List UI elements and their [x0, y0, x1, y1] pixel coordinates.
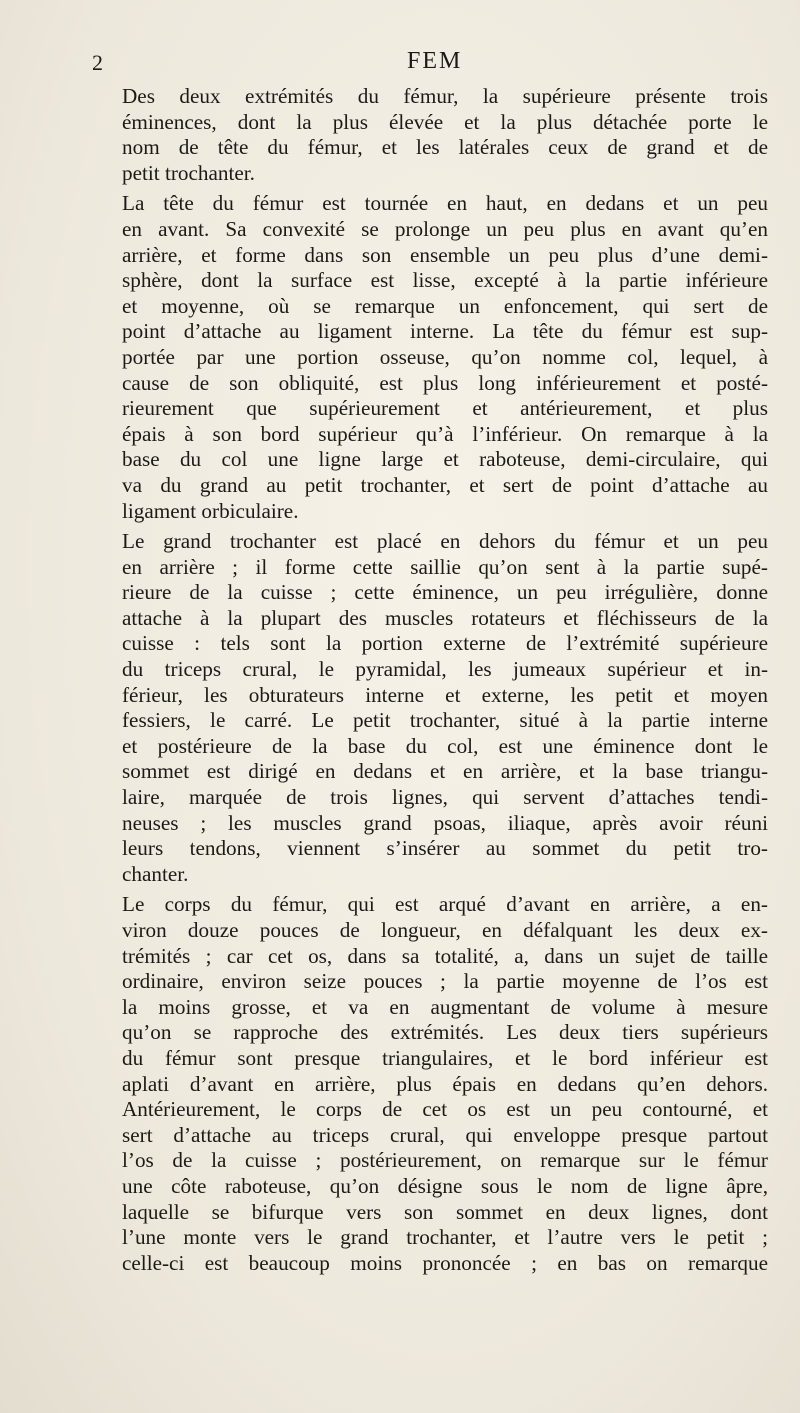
- text-line: fessiers, le carré. Le petit trochanter, situé à la partie interne: [122, 708, 768, 733]
- text-line: l’une monte vers le grand trochanter, et l’autre vers le petit ;: [122, 1225, 768, 1250]
- text-line: une côte raboteuse, qu’on désigne sous le nom de ligne âpre,: [122, 1173, 768, 1198]
- text-line: sommet est dirigé en dedans et en arrière, et la base triangu-: [122, 759, 768, 784]
- text-line: et moyenne, où se remarque un enfoncement, qui sert de: [122, 293, 768, 318]
- page-number: 2: [92, 50, 103, 75]
- text-line: épais à son bord supérieur qu’à l’inférieur. On remarque à la: [122, 421, 768, 446]
- paragraph-1: [122, 84, 768, 186]
- running-head: FEM: [407, 48, 463, 74]
- paragraph-4: [122, 892, 768, 1276]
- text-line: trémités ; car cet os, dans sa totalité, a, dans un sujet de taille: [122, 943, 768, 968]
- text-line: Le corps du fémur, qui est arqué d’avant en arrière, a en-: [122, 892, 768, 917]
- text-line: base du col une ligne large et raboteuse, demi-circulaire, qui: [122, 447, 768, 472]
- text-line: sphère, dont la surface est lisse, excepté à la partie inférieure: [122, 268, 768, 293]
- text-line: rieurement que supérieurement et antérieurement, et plus: [122, 396, 768, 421]
- text-line: Le grand trochanter est placé en dehors du fémur et un peu: [122, 529, 768, 554]
- text-line: chanter.: [122, 861, 189, 886]
- text-line: férieur, les obturateurs interne et externe, les petit et moyen: [122, 682, 768, 707]
- text-line: en arrière ; il forme cette saillie qu’on sent à la partie supé-: [122, 554, 768, 579]
- text-line: nom de tête du fémur, et les latérales ceux de grand et de: [122, 135, 768, 160]
- text-line: qu’on se rapproche des extrémités. Les deux tiers supérieurs: [122, 1020, 768, 1045]
- text-line: éminences, dont la plus élevée et la plus détachée porte le: [122, 109, 768, 134]
- text-line: l’os de la cuisse ; postérieurement, on remarque sur le fémur: [122, 1148, 768, 1173]
- text-line: en avant. Sa convexité se prolonge un peu plus en avant qu’en: [122, 216, 768, 241]
- text-line: attache à la plupart des muscles rotateurs et fléchisseurs de la: [122, 605, 768, 630]
- text-line: cause de son obliquité, est plus long inférieurement et posté-: [122, 370, 768, 395]
- text-line: ligament orbiculaire.: [122, 498, 299, 523]
- paragraph-3: [122, 529, 768, 887]
- text-line: arrière, et forme dans son ensemble un peu plus d’une demi-: [122, 242, 768, 267]
- text-line: sert d’attache au triceps crural, qui enveloppe presque partout: [122, 1122, 768, 1147]
- text-line: Des deux extrémités du fémur, la supérieure présente trois: [122, 84, 768, 108]
- text-line: La tête du fémur est tournée en haut, en dedans et un peu: [122, 191, 768, 216]
- body-text: [122, 84, 768, 1281]
- text-line: portée par une portion osseuse, qu’on nomme col, lequel, à: [122, 344, 768, 369]
- text-line: ordinaire, environ seize pouces ; la partie moyenne de l’os est: [122, 969, 768, 994]
- text-line: point d’attache au ligament interne. La tête du fémur est sup-: [122, 319, 768, 344]
- text-line: laquelle se bifurque vers son sommet en deux lignes, dont: [122, 1199, 768, 1224]
- text-line: neuses ; les muscles grand psoas, iliaque, après avoir réuni: [122, 810, 768, 835]
- text-line: du fémur sont presque triangulaires, et le bord inférieur est: [122, 1045, 768, 1070]
- text-line: laire, marquée de trois lignes, qui servent d’attaches tendi-: [122, 785, 768, 810]
- text-line: et postérieure de la base du col, est une éminence dont le: [122, 733, 768, 758]
- text-line: aplati d’avant en arrière, plus épais en dedans qu’en dehors.: [122, 1071, 768, 1096]
- page-header: [92, 46, 772, 82]
- text-line: cuisse : tels sont la portion externe de l’extrémité supérieure: [122, 631, 768, 656]
- text-line: leurs tendons, viennent s’insérer au sommet du petit tro-: [122, 836, 768, 861]
- text-line: va du grand au petit trochanter, et sert de point d’attache au: [122, 472, 768, 497]
- paragraph-2: [122, 191, 768, 524]
- text-line: du triceps crural, le pyramidal, les jumeaux supérieur et in-: [122, 657, 768, 682]
- text-line: viron douze pouces de longueur, en défalquant les deux ex-: [122, 918, 768, 942]
- text-line: rieure de la cuisse ; cette éminence, un peu irrégulière, donne: [122, 580, 768, 605]
- text-line: petit trochanter.: [122, 160, 255, 185]
- text-line: la moins grosse, et va en augmentant de volume à mesure: [122, 994, 768, 1019]
- text-line: celle-ci est beaucoup moins prononcée ; en bas on remarque: [122, 1250, 768, 1275]
- text-line: Antérieurement, le corps de cet os est un peu contourné, et: [122, 1097, 768, 1122]
